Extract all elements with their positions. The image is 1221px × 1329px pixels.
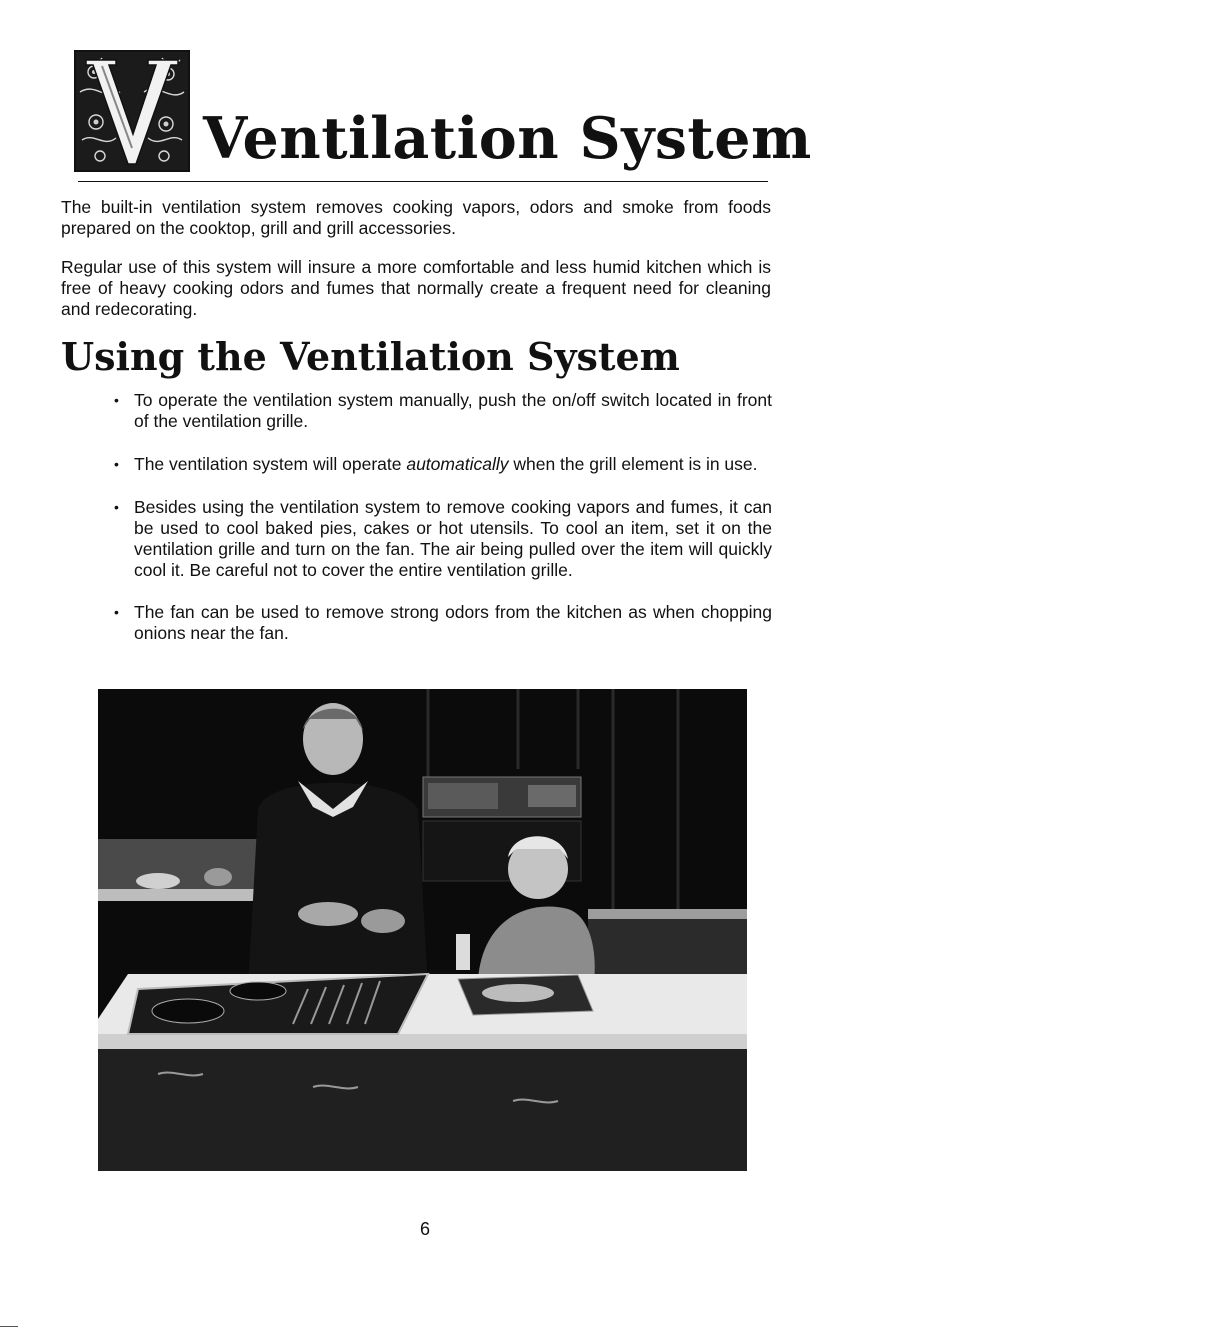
intro-paragraph-2: Regular use of this system will insure a more comfortable and less humid kitchen which is free of heavy cooking odors and fumes that normally create a frequent need for cleaning and redecorating.: [61, 257, 771, 319]
list-item-emphasis: automatically: [406, 454, 509, 474]
intro-paragraph-1: The built-in ventilation system removes cooking vapors, odors and smoke from foods prepared on the cooktop, grill and grill accessories.: [61, 197, 771, 238]
list-item: [112, 454, 772, 475]
instruction-list: [112, 390, 772, 644]
list-item: [112, 390, 772, 432]
section-heading: Using the Ventilation System: [61, 334, 680, 379]
kitchen-photo: [98, 689, 747, 1171]
decorated-initial: [74, 50, 190, 172]
list-item-text: The fan can be used to remove strong odors from the kitchen as when chopping onions near the fan.: [134, 602, 772, 643]
list-item-text-after: when the grill element is in use.: [508, 454, 758, 474]
bullet-icon: •: [114, 392, 119, 408]
list-item: [112, 497, 772, 581]
list-item-text-before: The ventilation system will operate: [134, 454, 407, 474]
scan-corner-mark: [0, 1326, 18, 1327]
list-item-text: To operate the ventilation system manually, push the on/off switch located in front of the ventilation grille.: [134, 390, 772, 431]
bullet-icon: •: [114, 604, 119, 620]
page-number: 6: [419, 1219, 430, 1239]
list-item: [112, 602, 772, 644]
title-divider: [78, 181, 768, 182]
page-title: Ventilation System: [203, 105, 812, 172]
bullet-icon: •: [114, 499, 119, 515]
list-item-text: Besides using the ventilation system to remove cooking vapors and fumes, it can be used to cool baked pies, cakes or hot utensils. To cool an item, set it on the ventilation grille and turn on the fan. The air being pulled over the item will quickly cool it. Be careful not to cover the entire ventilation grille.: [134, 497, 772, 580]
bullet-icon: •: [114, 456, 119, 472]
